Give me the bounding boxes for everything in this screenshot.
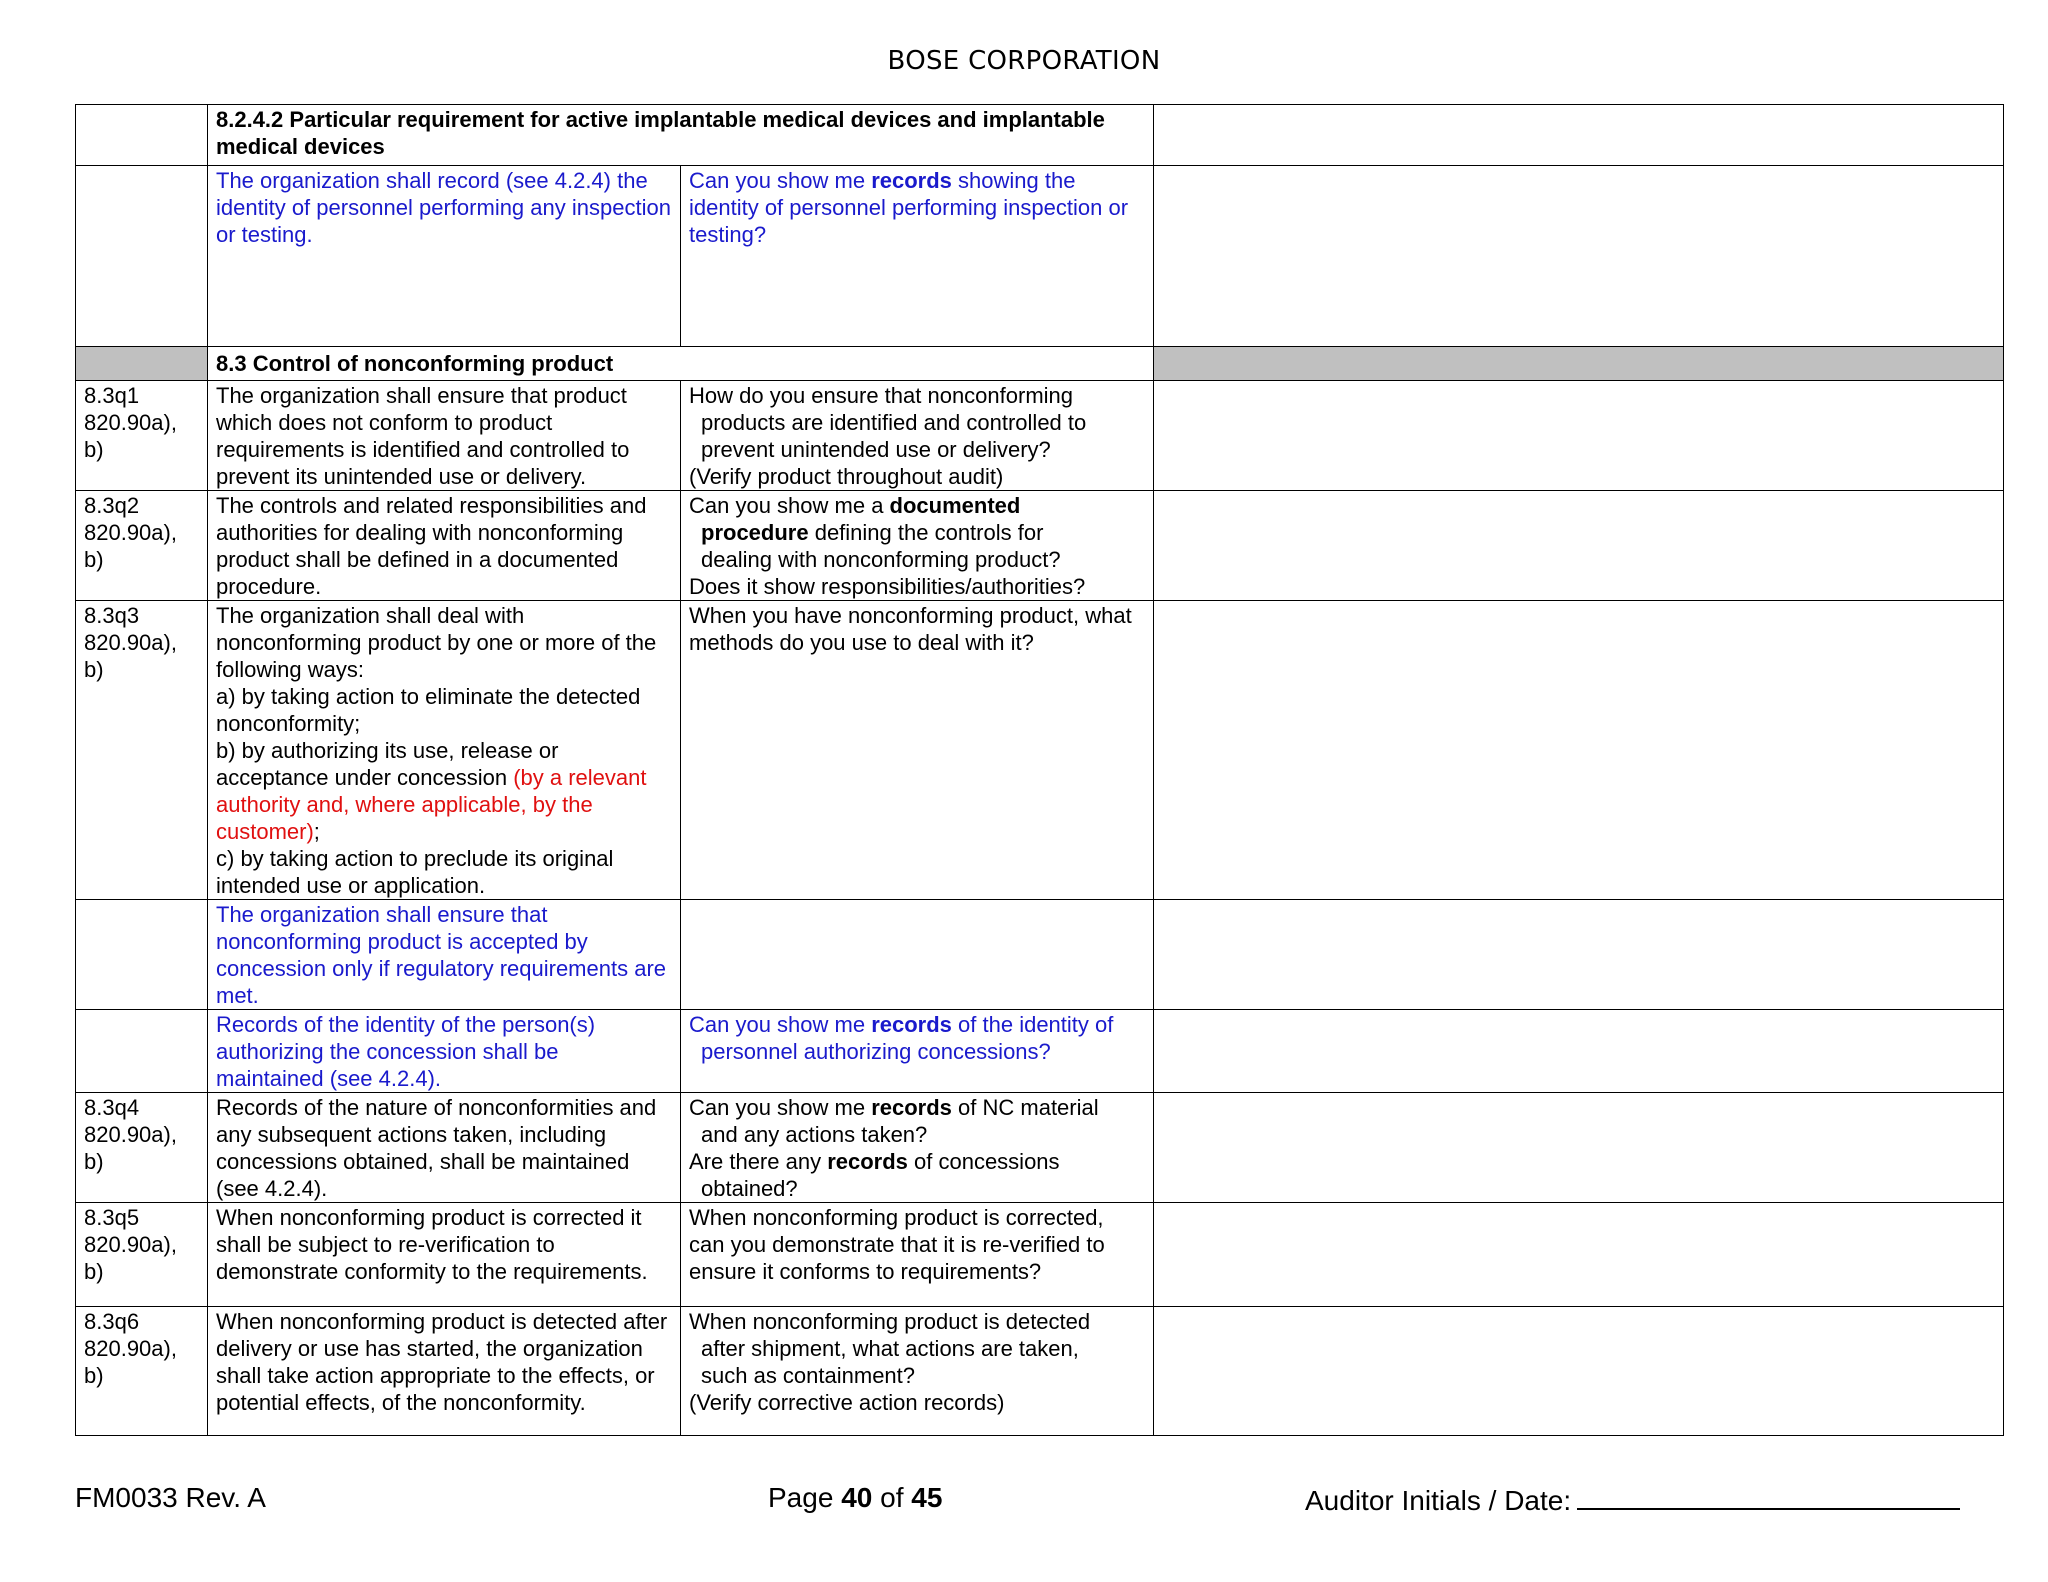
audit-question: When nonconforming product is corrected, can you demonstrate that it is re-verified to ensure it conforms to requirements? <box>681 1203 1154 1307</box>
audit-question: Can you show me records showing the identity of personnel performing inspection or testing? <box>681 166 1154 347</box>
notes-cell <box>1154 105 2004 166</box>
ref-cell <box>76 900 208 1010</box>
table-row <box>76 1010 2004 1093</box>
requirement-text: When nonconforming product is corrected it shall be subject to re-verification to demonstrate conformity to the requirements. <box>208 1203 681 1307</box>
audit-question: How do you ensure that nonconforming products are identified and controlled to prevent unintended use or delivery? (Verify product throughout audit) <box>681 381 1154 491</box>
ref-cell <box>76 347 208 381</box>
auditor-initials-field: Auditor Initials / Date: <box>1305 1482 1960 1517</box>
requirement-text: The organization shall record (see 4.2.4) the identity of personnel performing any inspection or testing. <box>208 166 681 347</box>
ref-cell: 8.3q4 820.90a), b) <box>76 1093 208 1203</box>
table-row <box>76 900 2004 1010</box>
requirement-text: The controls and related responsibilities and authorities for dealing with nonconforming product shall be defined in a documented procedure. <box>208 491 681 601</box>
page-number: Page 40 of 45 <box>768 1482 943 1513</box>
requirement-text: The organization shall ensure that nonconforming product is accepted by concession only if regulatory requirements are met. <box>208 900 681 1010</box>
section-title: 8.3 Control of nonconforming product <box>208 347 1154 381</box>
audit-question: Can you show me records of NC material and any actions taken? Are there any records of concessions obtained? <box>681 1093 1154 1203</box>
notes-cell <box>1154 900 2004 1010</box>
requirement-text: The organization shall deal with nonconforming product by one or more of the following ways: a) by taking action to eliminate the detected nonconformity; b) by authorizing its use, release or acceptance under concession (by a relevant authority and, where applicable, by the customer); c) by taking action to preclude its original intended use or application. <box>208 601 681 900</box>
notes-cell <box>1154 1203 2004 1307</box>
table-row <box>76 1307 2004 1436</box>
section-heading-row <box>76 347 2004 381</box>
audit-question: When nonconforming product is detected after shipment, what actions are taken, such as containment? (Verify corrective action records) <box>681 1307 1154 1436</box>
notes-cell <box>1154 601 2004 900</box>
table-row <box>76 601 2004 900</box>
ref-cell: 8.3q3 820.90a), b) <box>76 601 208 900</box>
notes-cell <box>1154 347 2004 381</box>
ref-cell: 8.3q5 820.90a), b) <box>76 1203 208 1307</box>
section-title: 8.2.4.2 Particular requirement for active implantable medical devices and implantable medical devices <box>208 105 1154 166</box>
notes-cell <box>1154 381 2004 491</box>
section-heading-row <box>76 105 2004 166</box>
table-row <box>76 381 2004 491</box>
signature-line <box>1577 1482 1960 1510</box>
ref-cell <box>76 1010 208 1093</box>
page-header: BOSE CORPORATION <box>887 46 1161 76</box>
form-id: FM0033 Rev. A <box>75 1482 266 1513</box>
notes-cell <box>1154 1307 2004 1436</box>
ref-cell <box>76 105 208 166</box>
ref-cell <box>76 166 208 347</box>
table-row <box>76 1203 2004 1307</box>
audit-question <box>681 900 1154 1010</box>
ref-cell: 8.3q2 820.90a), b) <box>76 491 208 601</box>
audit-question: When you have nonconforming product, what methods do you use to deal with it? <box>681 601 1154 900</box>
table-row <box>76 491 2004 601</box>
notes-cell <box>1154 166 2004 347</box>
table-row <box>76 166 2004 347</box>
requirement-text: When nonconforming product is detected after delivery or use has started, the organization shall take action appropriate to the effects, or potential effects, of the nonconformity. <box>208 1307 681 1436</box>
ref-cell: 8.3q1 820.90a), b) <box>76 381 208 491</box>
notes-cell <box>1154 1093 2004 1203</box>
audit-question: Can you show me records of the identity of personnel authorizing concessions? <box>681 1010 1154 1093</box>
requirement-text: Records of the nature of nonconformities and any subsequent actions taken, including concessions obtained, shall be maintained (see 4.2.4). <box>208 1093 681 1203</box>
requirement-text: Records of the identity of the person(s) authorizing the concession shall be maintained (see 4.2.4). <box>208 1010 681 1093</box>
audit-question: Can you show me a documented procedure defining the controls for dealing with nonconforming product? Does it show responsibilities/authorities? <box>681 491 1154 601</box>
requirement-text: The organization shall ensure that product which does not conform to product requirements is identified and controlled to prevent its unintended use or delivery. <box>208 381 681 491</box>
notes-cell <box>1154 1010 2004 1093</box>
ref-cell: 8.3q6 820.90a), b) <box>76 1307 208 1436</box>
notes-cell <box>1154 491 2004 601</box>
audit-checklist-table <box>75 104 2004 1436</box>
table-row <box>76 1093 2004 1203</box>
